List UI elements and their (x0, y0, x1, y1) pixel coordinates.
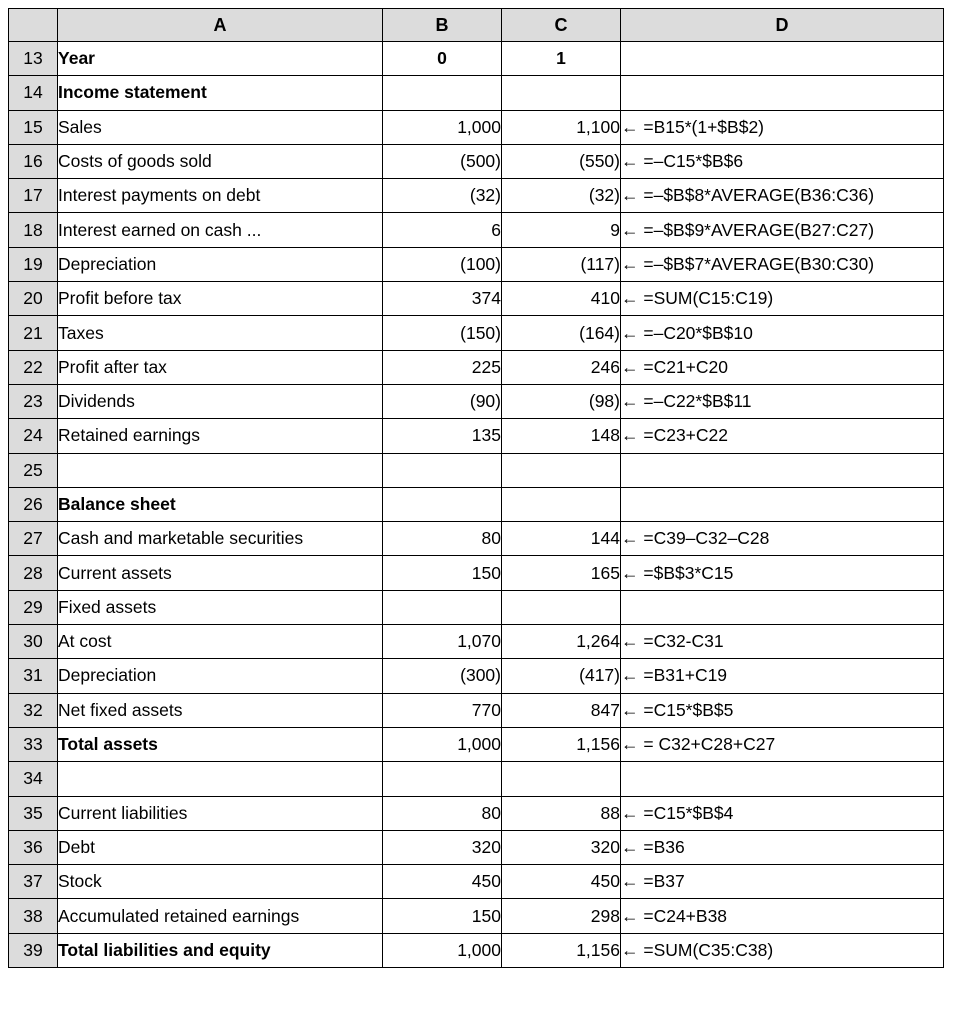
table-row (9, 144, 944, 178)
cell-formula[interactable] (621, 76, 944, 110)
row-number[interactable]: 15 (9, 110, 58, 144)
cell-label[interactable]: Balance sheet (58, 487, 383, 521)
cell-label[interactable]: Stock (58, 865, 383, 899)
column-header-c[interactable]: C (502, 9, 621, 42)
cell-label[interactable]: Dividends (58, 384, 383, 418)
table-row (9, 727, 944, 761)
cell-year-0[interactable]: 320 (383, 830, 502, 864)
column-header-a[interactable]: A (58, 9, 383, 42)
cell-formula[interactable] (621, 42, 944, 76)
cell-year-1[interactable]: 1,156 (502, 933, 621, 967)
cell-year-1[interactable]: 320 (502, 830, 621, 864)
row-number[interactable]: 32 (9, 693, 58, 727)
cell-formula[interactable]: ← =–$B$9*AVERAGE(B27:C27) (621, 213, 944, 247)
row-number[interactable]: 29 (9, 590, 58, 624)
cell-formula[interactable]: ← =C21+C20 (621, 350, 944, 384)
row-number[interactable]: 19 (9, 247, 58, 281)
table-row (9, 762, 944, 796)
cell-label[interactable]: Debt (58, 830, 383, 864)
cell-year-0[interactable]: 150 (383, 899, 502, 933)
cell-formula[interactable]: ← =B31+C19 (621, 659, 944, 693)
cell-year-1[interactable]: (164) (502, 316, 621, 350)
cell-year-1[interactable] (502, 76, 621, 110)
column-header-d[interactable]: D (621, 9, 944, 42)
table-row (9, 933, 944, 967)
cell-year-1[interactable]: 1,156 (502, 727, 621, 761)
cell-label[interactable]: Interest earned on cash ... (58, 213, 383, 247)
row-number[interactable]: 38 (9, 899, 58, 933)
cell-year-1[interactable]: 144 (502, 522, 621, 556)
cell-formula[interactable]: ← =C32-C31 (621, 625, 944, 659)
cell-label[interactable]: Cash and marketable securities (58, 522, 383, 556)
table-row (9, 42, 944, 76)
row-number[interactable]: 25 (9, 453, 58, 487)
cell-label[interactable]: Year (58, 42, 383, 76)
row-number[interactable]: 34 (9, 762, 58, 796)
row-number[interactable]: 14 (9, 76, 58, 110)
row-number[interactable]: 36 (9, 830, 58, 864)
cell-year-0[interactable]: 1,000 (383, 933, 502, 967)
table-row (9, 384, 944, 418)
cell-formula[interactable]: ← =–$B$7*AVERAGE(B30:C30) (621, 247, 944, 281)
row-number[interactable]: 18 (9, 213, 58, 247)
cell-formula[interactable]: ← = C32+C28+C27 (621, 727, 944, 761)
cell-year-0[interactable] (383, 453, 502, 487)
table-row (9, 179, 944, 213)
cell-label[interactable]: Interest payments on debt (58, 179, 383, 213)
cell-year-0[interactable]: (100) (383, 247, 502, 281)
cell-label[interactable]: Total assets (58, 727, 383, 761)
row-number[interactable]: 24 (9, 419, 58, 453)
table-row (9, 282, 944, 316)
cell-formula[interactable] (621, 487, 944, 521)
cell-year-0[interactable]: 80 (383, 796, 502, 830)
cell-year-1[interactable]: 410 (502, 282, 621, 316)
cell-year-0[interactable]: (150) (383, 316, 502, 350)
cell-formula[interactable]: ← =SUM(C35:C38) (621, 933, 944, 967)
table-row (9, 796, 944, 830)
table-row (9, 522, 944, 556)
table-row (9, 110, 944, 144)
cell-label[interactable]: Accumulated retained earnings (58, 899, 383, 933)
row-number[interactable]: 35 (9, 796, 58, 830)
cell-year-0[interactable]: 1,000 (383, 727, 502, 761)
cell-label[interactable]: Income statement (58, 76, 383, 110)
cell-formula[interactable]: ← =B15*(1+$B$2) (621, 110, 944, 144)
cell-year-1[interactable]: 298 (502, 899, 621, 933)
cell-year-0[interactable] (383, 76, 502, 110)
spreadsheet-grid (8, 8, 944, 968)
cell-formula[interactable]: ← =C15*$B$5 (621, 693, 944, 727)
cell-formula[interactable]: ← =B37 (621, 865, 944, 899)
cell-year-1[interactable]: 148 (502, 419, 621, 453)
cell-label[interactable]: Depreciation (58, 659, 383, 693)
cell-label[interactable] (58, 762, 383, 796)
table-row (9, 487, 944, 521)
cell-label[interactable]: Taxes (58, 316, 383, 350)
row-number[interactable]: 39 (9, 933, 58, 967)
cell-label[interactable]: Net fixed assets (58, 693, 383, 727)
table-row (9, 830, 944, 864)
cell-year-0[interactable]: 1,070 (383, 625, 502, 659)
cell-year-0[interactable]: (32) (383, 179, 502, 213)
cell-year-0[interactable]: 450 (383, 865, 502, 899)
cell-formula[interactable]: ← =–$B$8*AVERAGE(B36:C36) (621, 179, 944, 213)
cell-year-1[interactable]: 9 (502, 213, 621, 247)
cell-year-1[interactable]: (32) (502, 179, 621, 213)
cell-label[interactable] (58, 453, 383, 487)
row-number[interactable]: 20 (9, 282, 58, 316)
cell-year-1[interactable]: 450 (502, 865, 621, 899)
table-row (9, 316, 944, 350)
cell-formula[interactable] (621, 453, 944, 487)
row-number[interactable]: 28 (9, 556, 58, 590)
cell-year-0[interactable]: 6 (383, 213, 502, 247)
row-number[interactable]: 26 (9, 487, 58, 521)
cell-label[interactable]: Current assets (58, 556, 383, 590)
table-row (9, 590, 944, 624)
cell-year-0[interactable]: 770 (383, 693, 502, 727)
select-all-corner[interactable] (9, 9, 58, 42)
table-row (9, 865, 944, 899)
cell-formula[interactable]: ← =–C20*$B$10 (621, 316, 944, 350)
cell-label[interactable]: Costs of goods sold (58, 144, 383, 178)
cell-year-1[interactable]: 1 (502, 42, 621, 76)
cell-year-0[interactable]: 135 (383, 419, 502, 453)
cell-label[interactable]: Profit before tax (58, 282, 383, 316)
cell-year-1[interactable]: (98) (502, 384, 621, 418)
row-number[interactable]: 37 (9, 865, 58, 899)
table-row (9, 659, 944, 693)
cell-year-1[interactable]: 165 (502, 556, 621, 590)
column-header-row (9, 9, 944, 42)
table-row (9, 213, 944, 247)
cell-label[interactable]: Depreciation (58, 247, 383, 281)
cell-year-1[interactable]: 1,100 (502, 110, 621, 144)
cell-label[interactable]: Sales (58, 110, 383, 144)
table-row (9, 76, 944, 110)
cell-formula[interactable]: ← =–C15*$B$6 (621, 144, 944, 178)
row-number[interactable]: 31 (9, 659, 58, 693)
cell-label[interactable]: Retained earnings (58, 419, 383, 453)
cell-formula[interactable] (621, 590, 944, 624)
cell-formula[interactable]: ← =C24+B38 (621, 899, 944, 933)
table-row (9, 625, 944, 659)
cell-formula[interactable]: ← =$B$3*C15 (621, 556, 944, 590)
cell-year-1[interactable]: 1,264 (502, 625, 621, 659)
cell-formula[interactable]: ← =B36 (621, 830, 944, 864)
table-row (9, 453, 944, 487)
cell-year-0[interactable]: 150 (383, 556, 502, 590)
cell-formula[interactable]: ← =C39–C32–C28 (621, 522, 944, 556)
cell-formula[interactable] (621, 762, 944, 796)
table-row (9, 419, 944, 453)
cell-year-0[interactable] (383, 487, 502, 521)
row-number[interactable]: 21 (9, 316, 58, 350)
cell-year-1[interactable]: 847 (502, 693, 621, 727)
cell-formula[interactable]: ← =C15*$B$4 (621, 796, 944, 830)
cell-year-0[interactable]: (500) (383, 144, 502, 178)
row-number[interactable]: 13 (9, 42, 58, 76)
cell-year-1[interactable]: (117) (502, 247, 621, 281)
row-number[interactable]: 30 (9, 625, 58, 659)
row-number[interactable]: 27 (9, 522, 58, 556)
cell-year-0[interactable]: 80 (383, 522, 502, 556)
row-number[interactable]: 23 (9, 384, 58, 418)
cell-year-0[interactable]: 225 (383, 350, 502, 384)
cell-formula[interactable]: ← =C23+C22 (621, 419, 944, 453)
cell-year-0[interactable] (383, 762, 502, 796)
cell-year-1[interactable]: 88 (502, 796, 621, 830)
cell-label[interactable]: Total liabilities and equity (58, 933, 383, 967)
sheet-body (9, 42, 944, 968)
row-number[interactable]: 16 (9, 144, 58, 178)
cell-year-1[interactable] (502, 487, 621, 521)
table-row (9, 350, 944, 384)
cell-label[interactable]: At cost (58, 625, 383, 659)
column-header-b[interactable]: B (383, 9, 502, 42)
table-row (9, 899, 944, 933)
cell-label[interactable]: Fixed assets (58, 590, 383, 624)
table-row (9, 693, 944, 727)
table-row (9, 247, 944, 281)
cell-year-1[interactable] (502, 590, 621, 624)
cell-year-1[interactable]: 246 (502, 350, 621, 384)
cell-year-0[interactable]: 374 (383, 282, 502, 316)
cell-label[interactable]: Profit after tax (58, 350, 383, 384)
cell-year-0[interactable]: 1,000 (383, 110, 502, 144)
cell-year-1[interactable] (502, 762, 621, 796)
cell-formula[interactable]: ← =SUM(C15:C19) (621, 282, 944, 316)
cell-year-0[interactable]: (90) (383, 384, 502, 418)
cell-year-1[interactable]: (550) (502, 144, 621, 178)
cell-year-0[interactable] (383, 590, 502, 624)
row-number[interactable]: 33 (9, 727, 58, 761)
row-number[interactable]: 22 (9, 350, 58, 384)
cell-label[interactable]: Current liabilities (58, 796, 383, 830)
cell-year-0[interactable]: 0 (383, 42, 502, 76)
cell-year-1[interactable] (502, 453, 621, 487)
cell-year-1[interactable]: (417) (502, 659, 621, 693)
table-row (9, 556, 944, 590)
row-number[interactable]: 17 (9, 179, 58, 213)
cell-year-0[interactable]: (300) (383, 659, 502, 693)
cell-formula[interactable]: ← =–C22*$B$11 (621, 384, 944, 418)
